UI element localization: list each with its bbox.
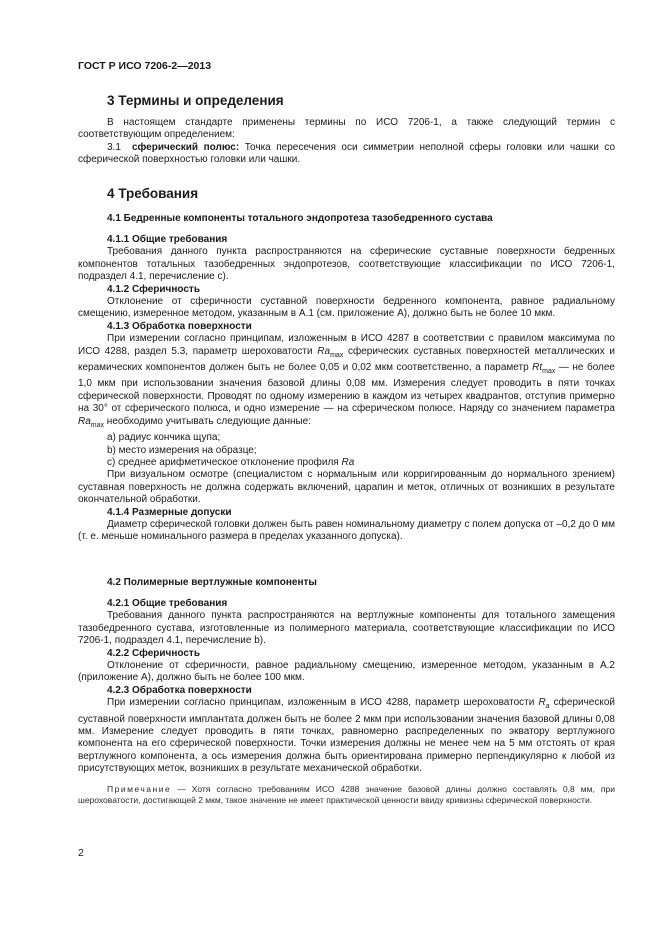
section-3-intro: В настоящем стандарте применены термины по ИСО 7206-1, а также следующий термин с соответствующим определением: bbox=[78, 117, 615, 141]
para-visual-inspection: При визуальном осмотре (специалистом с нормальным или корригированным до нормального зрением) суставная поверхность не должна содержать включений, царапин и меток, отличных от возникших в результате окончательной обработки. bbox=[78, 469, 615, 506]
term-name: сферический полюс: bbox=[131, 141, 240, 153]
para-4-1-4: Диаметр сферической головки должен быть равен номинальному диаметру с полем допуска от –0,2 до 0 мм (т. е. меньше номинального размера в пределах указанного допуска). bbox=[78, 518, 615, 543]
section-3-title: 3 Термины и определения bbox=[107, 93, 284, 108]
note: Примечание — Хотя согласно требованиям ИСО 4288 значение базовой длины должно составлять 0,8 мм, при шероховатости, достигающей 2 мкм, такое значение не имеет практической ценности ввиду кривизны сферической поверхности. bbox=[78, 783, 615, 805]
note-label: Примечание bbox=[107, 783, 172, 794]
section-4-title: 4 Требования bbox=[107, 186, 199, 201]
section-4-2 bbox=[78, 577, 615, 806]
section-4-1-title: 4.1 Бедренные компоненты тотального эндопротеза тазобедренного сустава bbox=[107, 213, 493, 224]
para-4-1-1: Требования данного пункта распространяются на сферические суставные поверхности бедренных компонентов тотальных тазобедренных эндопротезов, соответствующие классификации по ИСО 7206-1, подраздел 4.1, перечисление с). bbox=[78, 246, 615, 283]
section-4-1 bbox=[78, 213, 615, 544]
heading-4-1-2: 4.1.2 Сферичность bbox=[107, 283, 200, 295]
page-number: 2 bbox=[78, 847, 84, 859]
list-item-c: с) среднее арифметическое отклонение профиля Ra bbox=[107, 456, 355, 468]
section-4-2-title: 4.2 Полимерные вертлужные компоненты bbox=[107, 577, 317, 588]
term-3-1: 3.1 сферический полюс: Точка пересечения оси симметрии неполной сферы головки или чашки со сферической поверхностью головки или чашки. bbox=[78, 141, 615, 166]
heading-4-2-2: 4.2.2 Сферичность bbox=[107, 647, 200, 659]
section-4 bbox=[78, 186, 615, 201]
para-4-2-3: При измерении согласно принципам, изложенным в ИСО 4288, параметр шероховатости $R_a$ сферической суставной поверхности имплантата должен быть не более 2 мкм при использовании значения базовой длины 0,08 мм. Измерение следует проводить в пяти точках, равномерно распределенных по экватору вертлужного компонента на его сферической поверхности. Точки измерения должны не менее чем на 5 мм отстоять от края вертлужного компонента, а ось измерения должна быть ориентирована примерно перпендикулярно к любой из присутствующих меток, возникших в результате механической обработки. bbox=[78, 697, 616, 775]
document-header: ГОСТ Р ИСО 7206-2—2013 bbox=[78, 60, 212, 72]
heading-4-2-3: 4.2.3 Обработка поверхности bbox=[107, 684, 252, 696]
para-4-2-1: Требования данного пункта распространяются на вертлужные компоненты для тотального замещения тазобедренного сустава, изготовленные из полимерного материала, соответствующие классификации по ИСО 7206-1, подраздел 4.1, перечисление b). bbox=[78, 610, 615, 647]
list-item-b: b) место измерения на образце; bbox=[107, 444, 257, 456]
section-3 bbox=[78, 93, 615, 167]
heading-4-1-4: 4.1.4 Размерные допуски bbox=[107, 506, 232, 518]
para-4-1-2: Отклонение от сферичности суставной поверхности бедренного компонента, равное радиальному смещению, измеренное методом, указанным в А.1 (см. приложение А), должно быть не более 10 мкм. bbox=[78, 296, 615, 320]
para-4-2-2: Отклонение от сферичности, равное радиальному смещению, измеренное методом, указанным в А.2 (приложение А), должно быть не более 100 мкм. bbox=[78, 660, 615, 684]
list-item-a: а) радиус кончика щупа; bbox=[107, 432, 221, 444]
heading-4-1-3: 4.1.3 Обработка поверхности bbox=[107, 320, 252, 332]
heading-4-1-1: 4.1.1 Общие требования bbox=[107, 234, 228, 245]
heading-4-2-1: 4.2.1 Общие требования bbox=[107, 598, 228, 609]
para-4-1-3: При измерении согласно принципам, изложенным в ИСО 4287 в соответствии с правилом максимума по ИСО 4288, раздел 5.3, параметр шероховатости $Ra_{max}$ сферических суставных поверхностей металлических и керамических компонентов должен быть не более 0,05 и 0,02 мкм соответственно, а параметр $Rt_{max}$ — не более 1,0 мкм при использовании значения базовой длины 0,08 мм. Измерения следует проводить в пяти точках сферической поверхности. Проводят по одному измерению в каждом из четырех квадрантов, отступив примерно на 30° от сферического полюса, и одно измерение — на сферическом полюсе. Наряду со значением параметра $Ra_{max}$ необходимо учитывать следующие данные: bbox=[78, 333, 615, 429]
